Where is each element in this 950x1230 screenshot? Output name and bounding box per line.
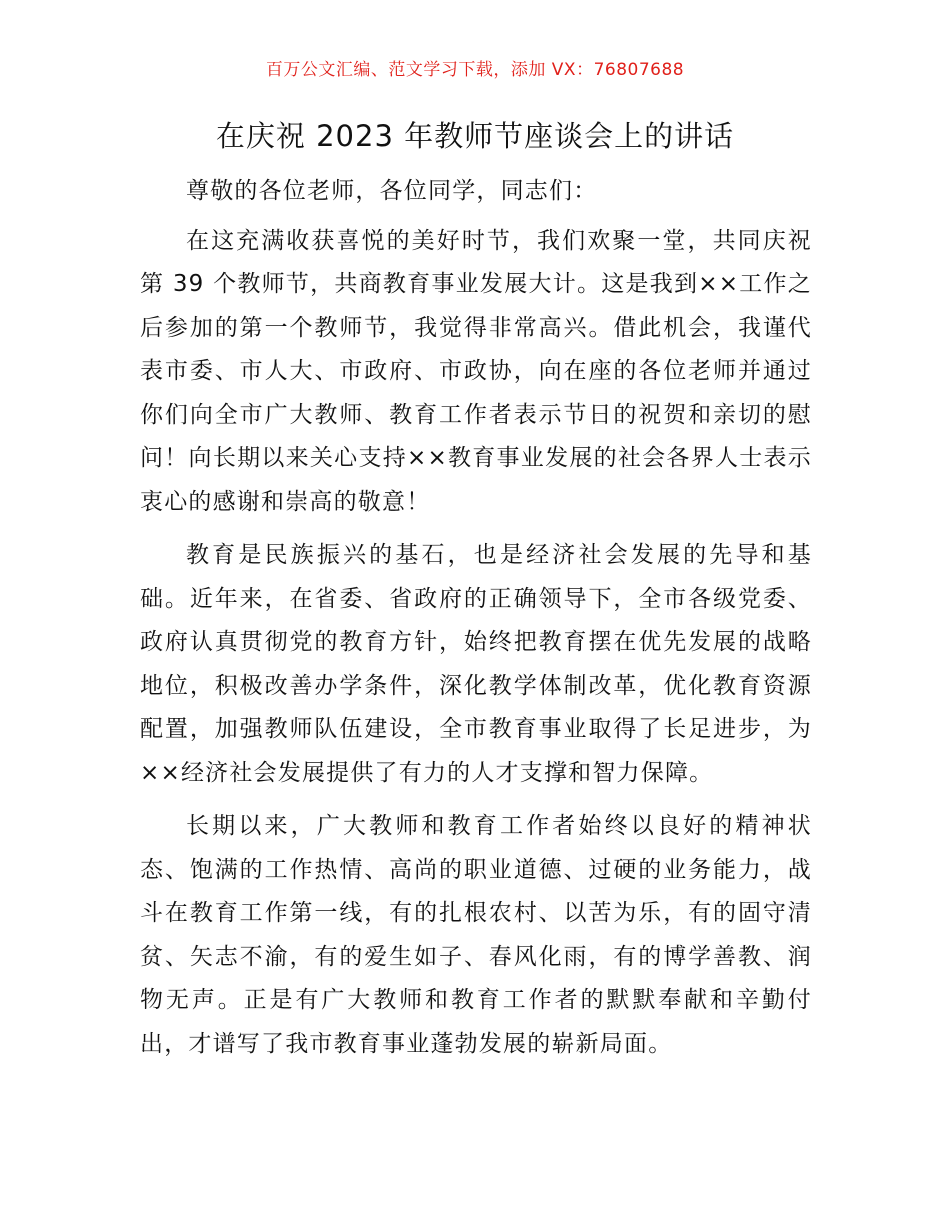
paragraph-3: 长期以来，广大教师和教育工作者始终以良好的精神状态、饱满的工作热情、高尚的职业道德、过硬的业务能力，战斗在教育工作第一线，有的扎根农村、以苦为乐，有的固守清贫、矢志不渝，有的爱生如子、春风化雨，有的博学善教、润物无声。正是有广大教师和教育工作者的默默奉献和辛勤付出，才谱写了我市教育事业蓬勃发展的崭新局面。 bbox=[140, 813, 812, 1057]
salutation: 尊敬的各位老师，各位同学，同志们： bbox=[186, 178, 598, 204]
document-title: 在庆祝 2023 年教师节座谈会上的讲话 bbox=[215, 119, 735, 153]
paragraph-1: 在这充满收获喜悦的美好时节，我们欢聚一堂，共同庆祝第 39 个教师节，共商教育事业发展大计。这是我到××工作之后参加的第一个教师节，我觉得非常高兴。借此机会，我谨代表市委、市人大、市政府、市政协，向在座的各位老师并通过你们向全市广大教师、教育工作者表示节日的祝贺和亲切的慰问！向长期以来关心支持××教育事业发展的社会各界人士表示衷心的感谢和崇高的敬意！ bbox=[140, 227, 812, 515]
document-body bbox=[140, 170, 812, 1076]
header-note: 百万公文汇编、范文学习下载，添加 VX：76807688 bbox=[265, 60, 685, 80]
paragraph-2: 教育是民族振兴的基石，也是经济社会发展的先导和基础。近年来，在省委、省政府的正确领导下，全市各级党委、政府认真贯彻党的教育方针，始终把教育摆在优先发展的战略地位，积极改善办学条件，深化教学体制改革，优化教育资源配置，加强教师队伍建设，全市教育事业取得了长足进步，为××经济社会发展提供了有力的人才支撑和智力保障。 bbox=[140, 542, 812, 786]
